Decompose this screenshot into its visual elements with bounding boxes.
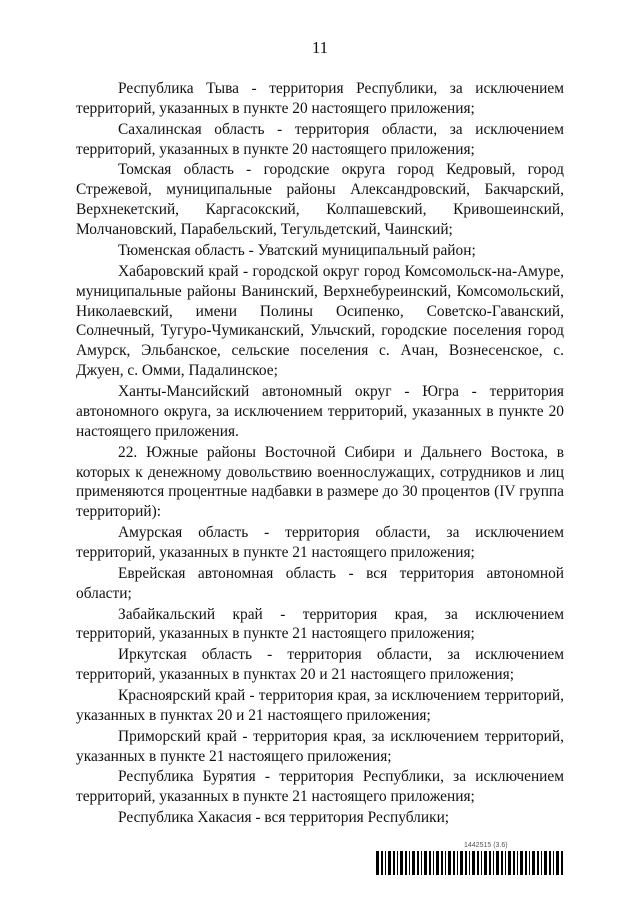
barcode-bar (508, 851, 511, 875)
paragraph: Томская область - городские округа город Кедровый, город Стрежевой, муниципальные районы Александровский, Бакчарский, Верхнекетский, Каргасокский, Колпашевский, Кривошеинский, Молчановский, Парабельский, Тегульдетский, Чаинский; (76, 161, 564, 239)
barcode-icon (376, 851, 566, 875)
paragraph: 22. Южные районы Восточной Сибири и Дальнего Востока, в которых к денежному довольствию военнослужащих, сотрудников и лиц применяются процентные надбавки в размере до 30 процентов (IV группа территорий): (76, 443, 564, 521)
paragraph: Красноярский край - территория края, за исключением территорий, указанных в пунктах 20 и 21 настоящего приложения; (76, 686, 564, 724)
document-code: 1442515 (3.6) (464, 842, 508, 849)
barcode-bar (532, 851, 535, 875)
barcode-bar (529, 851, 530, 875)
barcode-bar (477, 851, 479, 875)
barcode-bar (433, 851, 434, 875)
barcode-bar (496, 851, 499, 875)
paragraph: Забайкальский край - территория края, за исключением территорий, указанных в пункте 21 настоящего приложения; (76, 605, 564, 643)
paragraph: Республика Бурятия - территория Республики, за исключением территорий, указанных в пункте 21 настоящего приложения; (76, 768, 564, 806)
barcode-bar (421, 851, 422, 875)
paragraph: Республика Тыва - территория Республики, за исключением территорий, указанных в пункте 20 настоящего приложения; (76, 80, 564, 117)
barcode-bar (381, 851, 383, 875)
barcode-bar (517, 851, 518, 875)
body-text (76, 79, 564, 828)
barcode-bar (445, 851, 446, 875)
barcode-bar (505, 851, 506, 875)
barcode-bar (400, 851, 403, 875)
barcode-bar (513, 851, 515, 875)
barcode-bar (541, 851, 542, 875)
barcode-bar (397, 851, 398, 875)
barcode-bar (561, 851, 563, 875)
paragraph: Амурская область - территория области, за исключением территорий, указанных в пункте 21 настоящего приложения; (76, 524, 564, 562)
barcode-bar (409, 851, 410, 875)
barcode-bar (453, 851, 455, 875)
barcode-bar (553, 851, 554, 875)
barcode-bar (472, 851, 475, 875)
page-number: 11 (311, 38, 329, 57)
barcode-bar (457, 851, 458, 875)
paragraph: Ханты-Мансийский автономный округ - Югра - территория автономного округа, за исключением территорий, указанных в пункте 20 настоящего приложения. (76, 383, 564, 440)
barcode-bar (525, 851, 527, 875)
barcode-bar (436, 851, 439, 875)
barcode-bar (448, 851, 451, 875)
barcode-bar (549, 851, 551, 875)
barcode-bar (544, 851, 547, 875)
barcode-bar (417, 851, 419, 875)
barcode-bar (520, 851, 523, 875)
barcode-bar (556, 851, 559, 875)
barcode-bar (493, 851, 494, 875)
barcode-bar (481, 851, 482, 875)
paragraph: Тюменская область - Уватский муниципальный район; (118, 241, 476, 259)
paragraph: Приморский край - территория края, за исключением территорий, указанных в пункте 21 настоящего приложения; (76, 727, 564, 765)
barcode-bar (388, 851, 391, 875)
barcode-bar (465, 851, 467, 875)
barcode-bar (489, 851, 491, 875)
barcode-bar (412, 851, 415, 875)
barcode-bar (405, 851, 407, 875)
barcode-bar (429, 851, 431, 875)
barcode-bar (424, 851, 427, 875)
barcode-bar (460, 851, 463, 875)
paragraph: Хабаровский край - городской округ город Комсомольск-на-Амуре, муниципальные районы Ванинский, Верхнебуреинский, Комсомольский, Николаевский, имени Полины Осипенко, Советско-Гаванский, Солнечный, Тугуро-Чумиканский, Ульчский, городские поселения город Амурск, Эльбанское, сельские поселения с. Ачан, Вознесенское, с. Джуен, с. Омми, Падалинское; (76, 262, 564, 380)
barcode-bar (393, 851, 395, 875)
paragraph: Республика Хакасия - вся территория Республики; (118, 809, 450, 827)
barcode-bar (469, 851, 470, 875)
barcode-bar (537, 851, 539, 875)
paragraph: Еврейская автономная область - вся территория автономной области; (76, 564, 564, 602)
paragraph: Иркутская область - территория области, за исключением территорий, указанных в пунктах 20 и 21 настоящего приложения; (76, 646, 564, 684)
barcode-bar (484, 851, 487, 875)
paragraph: Сахалинская область - территория области, за исключением территорий, указанных в пункте 20 настоящего приложения; (76, 120, 564, 158)
barcode-bar (501, 851, 503, 875)
barcode-bar (441, 851, 443, 875)
barcode-bar (385, 851, 386, 875)
barcode-bar (376, 851, 379, 875)
